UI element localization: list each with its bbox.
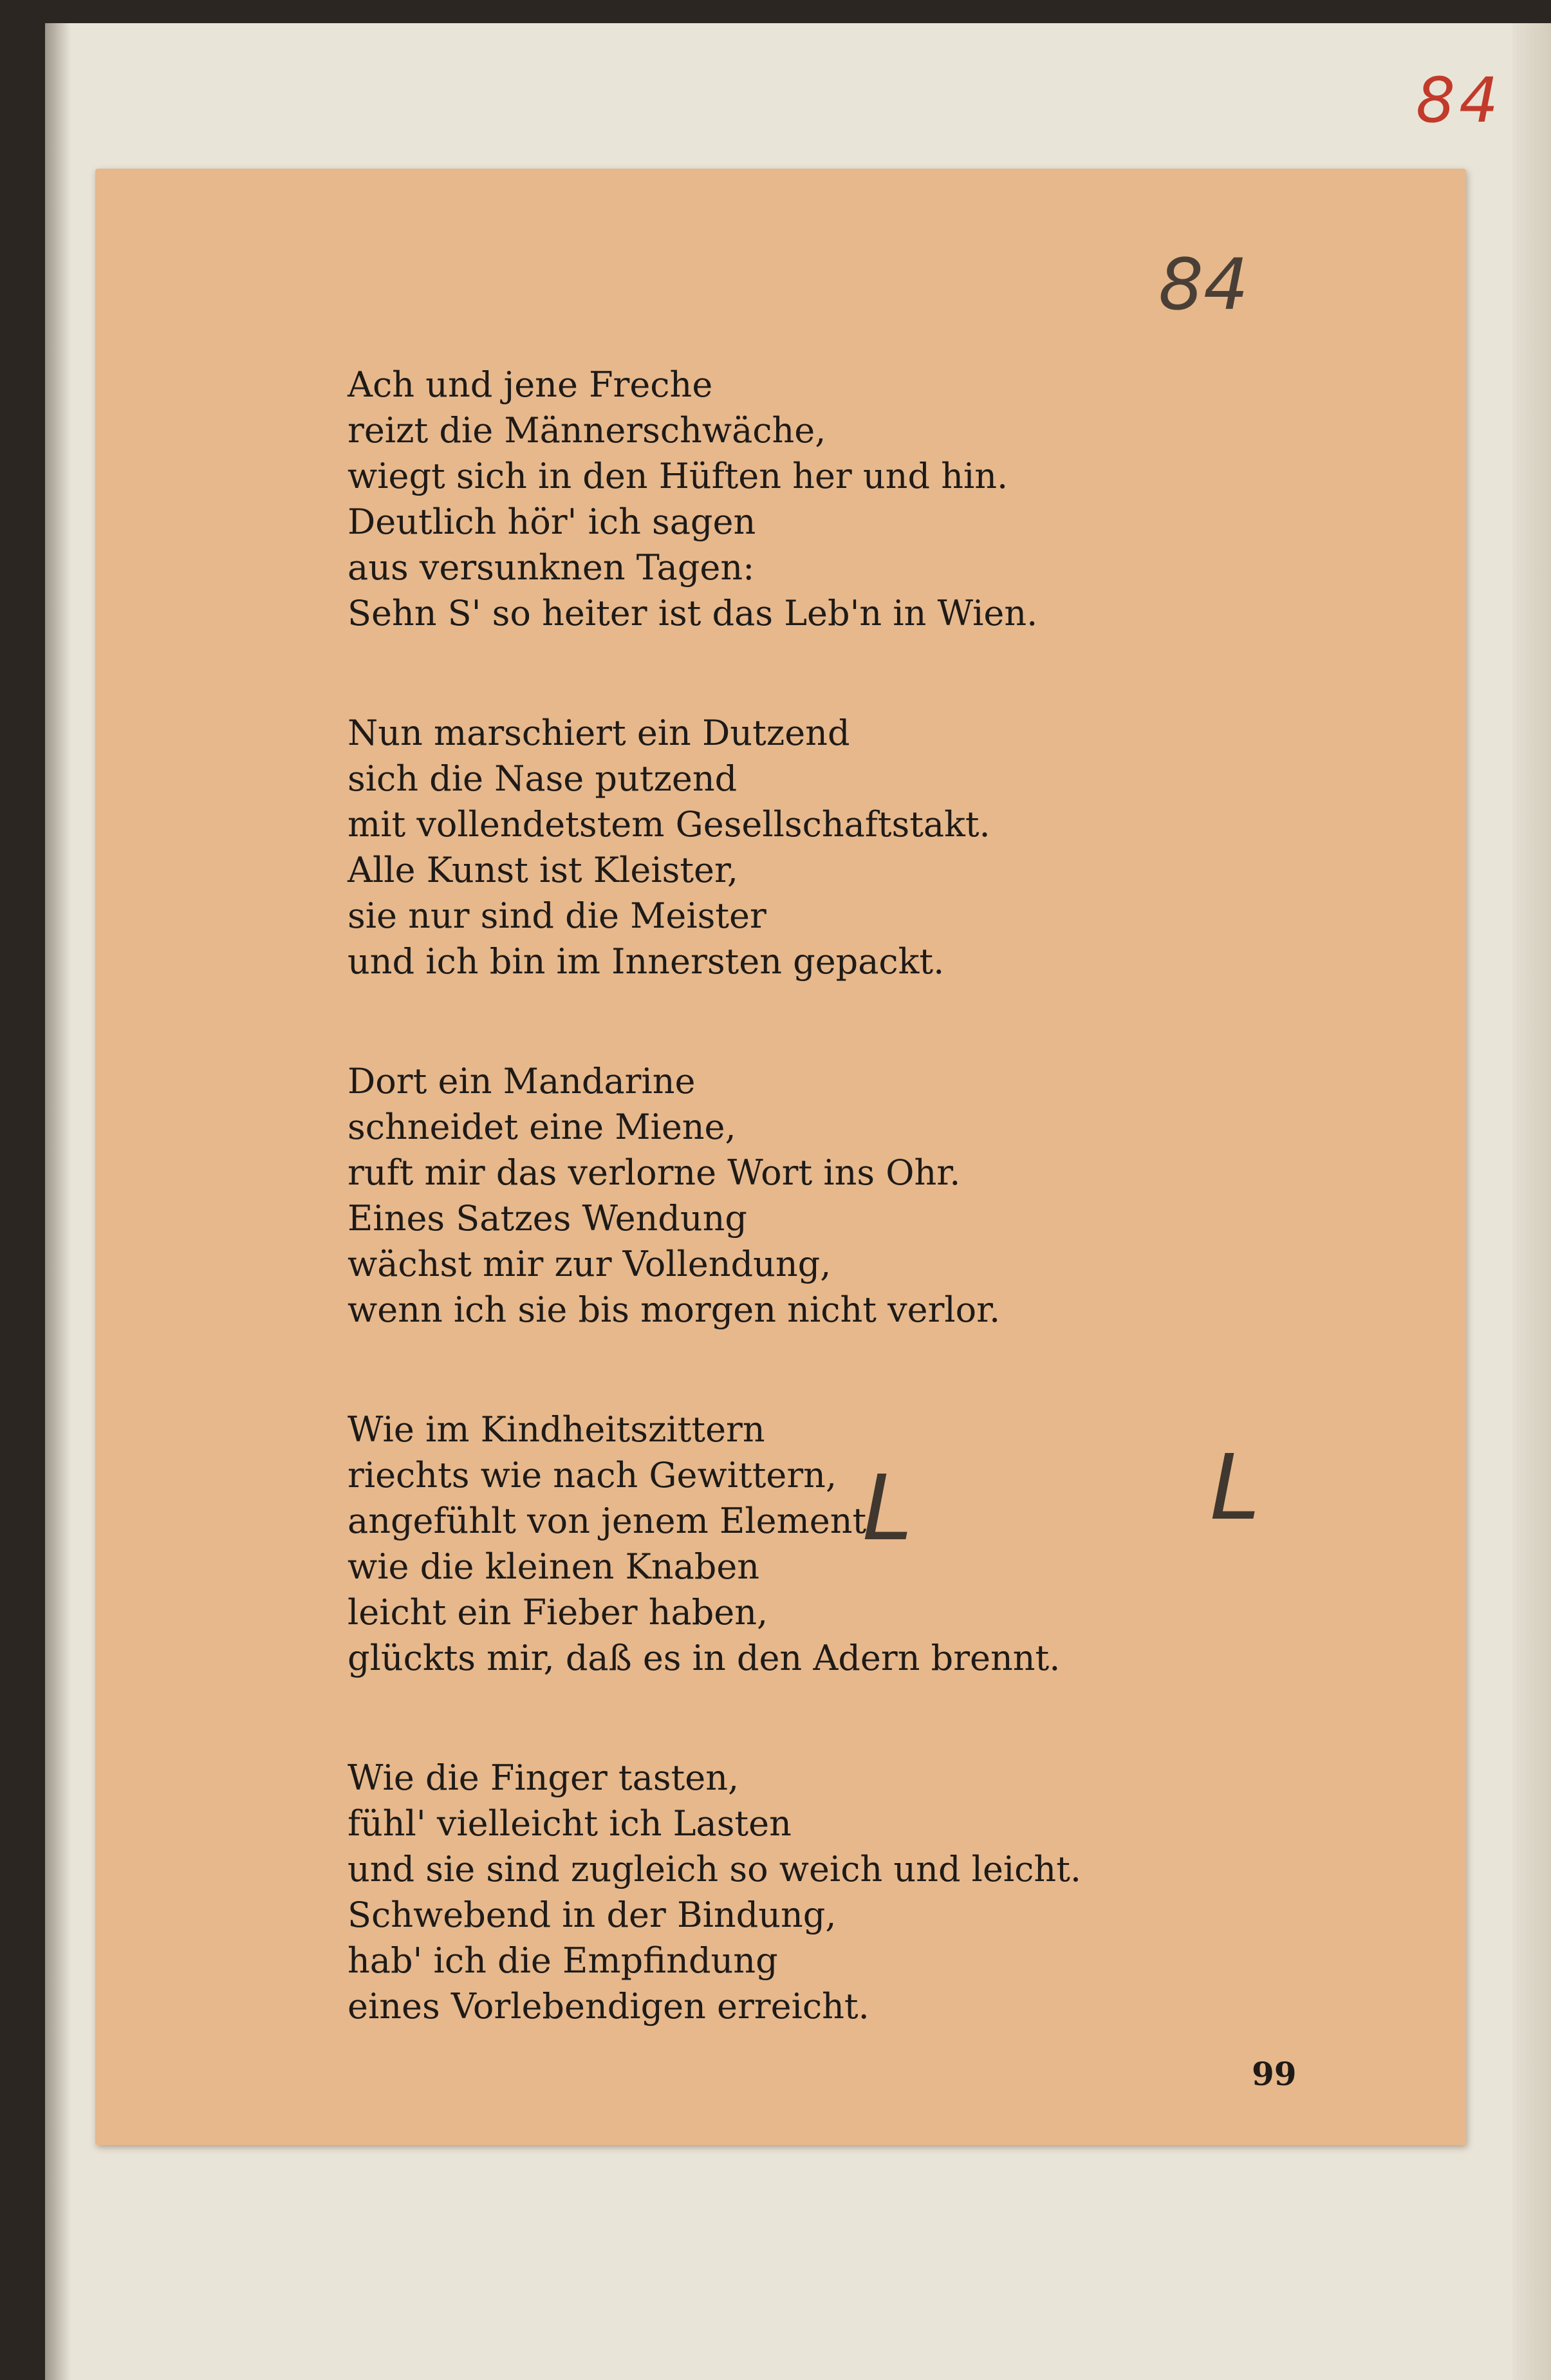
stanza-5 [348,1755,1184,2029]
archive-page-number: 84 [1416,64,1503,136]
poem-line: Dort ein Mandarine [348,1061,696,1101]
poem-line: Deutlich hör' ich sagen [348,501,756,542]
folio-number: 99 [1252,2055,1297,2093]
poem-line: Nun marschiert ein Dutzend [348,713,850,753]
poem-line: Alle Kunst ist Kleister, [348,850,739,890]
poem-line: Wie die Finger tasten, [348,1757,739,1798]
poem-line: sich die Nase putzend [348,758,738,799]
poem-line: fühl' vielleicht ich Lasten [348,1803,792,1844]
stanza-4 [348,1407,1184,1681]
poem-line: und ich bin im Innersten gepackt. [348,941,945,982]
poem-line: mit vollendetstem Gesellschaftstakt. [348,804,990,845]
poem-line: Wie im Kindheitszittern [348,1409,765,1450]
stanza-3 [348,1058,1184,1333]
poem-line: riechts wie nach Gewittern, [348,1455,837,1495]
poem-line: Eines Satzes Wendung [348,1198,747,1239]
poem-line: Sehn S' so heiter ist das Leb'n in Wien. [348,593,1038,633]
poem-line: leicht ein Fieber haben, [348,1592,768,1633]
poem-line: angefühlt von jenem Element, [348,1501,878,1541]
poem [348,362,1184,2103]
poem-line: schneidet eine Miene, [348,1107,736,1147]
poem-line: sie nur sind die Meister [348,895,766,936]
poem-line: ruft mir das verlorne Wort ins Ohr. [348,1152,961,1193]
poem-line: wiegt sich in den Hüften her und hin. [348,456,1008,496]
poem-line: wächst mir zur Vollendung, [348,1244,831,1284]
poem-line: und sie sind zugleich so weich und leicht. [348,1849,1082,1889]
poem-line: reizt die Männerschwäche, [348,410,826,451]
poem-line: Ach und jene Freche [348,364,713,405]
poem-line: hab' ich die Empfindung [348,1940,778,1981]
pencil-mark: L [862,1456,913,1561]
poem-line: aus versunknen Tagen: [348,547,755,588]
pencil-mark: L [1210,1436,1260,1541]
page-edge-stack [1512,23,1551,2380]
stanza-2 [348,710,1184,984]
pencil-page-number: 84 [1158,243,1249,326]
book-gutter [45,23,71,2380]
poem-line: eines Vorlebendigen erreicht. [348,1986,869,2027]
poem-line: glückts mir, daß es in den Adern brennt. [348,1638,1061,1678]
poem-line: wenn ich sie bis morgen nicht verlor. [348,1289,1001,1330]
poem-line: wie die kleinen Knaben [348,1546,760,1587]
poem-line: Schwebend in der Bindung, [348,1895,837,1935]
stanza-1 [348,362,1184,636]
